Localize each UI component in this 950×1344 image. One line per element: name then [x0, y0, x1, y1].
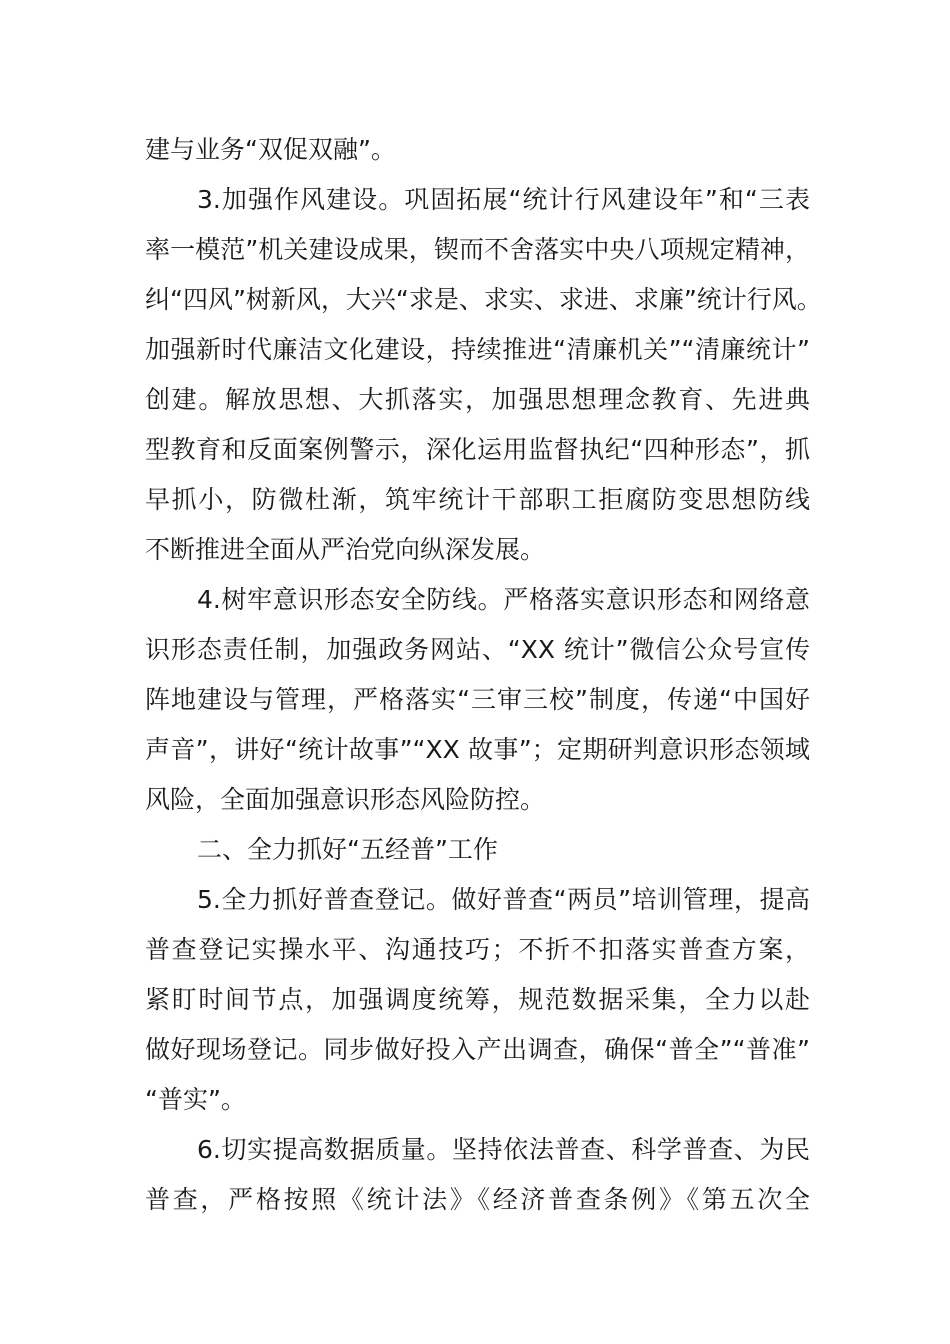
document-body [145, 125, 822, 1225]
text-line: 紧盯时间节点，加强调度统筹，规范数据采集，全力以赴 [145, 985, 810, 1014]
text-line: 声音”，讲好“统计故事”“XX 故事”；定期研判意识形态领域 [145, 735, 810, 764]
paragraph-5-start: 5.全力抓好普查登记。做好普查“两员”培训管理，提高 [197, 885, 810, 914]
text-line: 率一模范”机关建设成果，锲而不舍落实中央八项规定精神， [145, 235, 810, 264]
text-line: 纠“四风”树新风，大兴“求是、求实、求进、求廉”统计行风。 [145, 285, 822, 314]
text-line: 普查登记实操水平、沟通技巧；不折不扣落实普查方案， [145, 935, 810, 964]
text-line: 风险，全面加强意识形态风险防控。 [145, 785, 546, 814]
section-heading: 二、全力抓好“五经普”工作 [197, 835, 498, 864]
text-line: “普实”。 [145, 1085, 246, 1114]
paragraph-3-start: 3.加强作风建设。巩固拓展“统计行风建设年”和“三表 [197, 185, 810, 214]
text-line: 创建。解放思想、大抓落实，加强思想理念教育、先进典 [145, 385, 810, 414]
text-line: 型教育和反面案例警示，深化运用监督执纪“四种形态”，抓 [145, 435, 810, 464]
paragraph-6-start: 6.切实提高数据质量。坚持依法普查、科学普查、为民 [197, 1135, 810, 1164]
text-line: 阵地建设与管理，严格落实“三审三校”制度，传递“中国好 [145, 685, 810, 714]
text-line: 不断推进全面从严治党向纵深发展。 [145, 535, 546, 564]
text-line: 早抓小，防微杜渐，筑牢统计干部职工拒腐防变思想防线 [145, 485, 810, 514]
text-line: 加强新时代廉洁文化建设，持续推进“清廉机关”“清廉统计” [145, 335, 810, 364]
text-line: 识形态责任制，加强政务网站、“XX 统计”微信公众号宣传 [145, 635, 810, 664]
text-line: 普查，严格按照《统计法》《经济普查条例》《第五次全 [145, 1185, 810, 1214]
paragraph-4-start: 4.树牢意识形态安全防线。严格落实意识形态和网络意 [197, 585, 810, 614]
text-line: 做好现场登记。同步做好投入产出调查，确保“普全”“普准” [145, 1035, 810, 1064]
text-line: 建与业务“双促双融”。 [145, 135, 396, 164]
